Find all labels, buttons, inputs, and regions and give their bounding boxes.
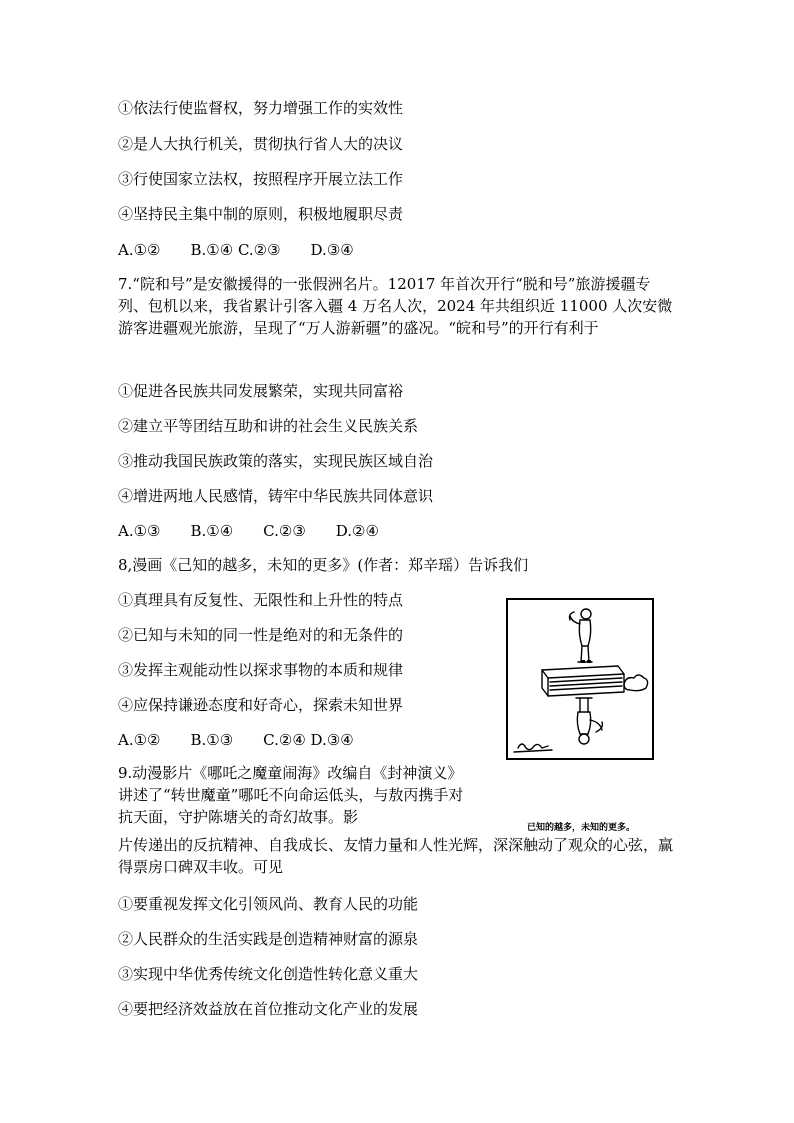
q9-stem-part2: 片传递出的反抗精神、自我成长、友情力量和人性光辉，深深触动了观众的心弦，赢得票房口碑双丰收。可见 [118,836,674,876]
q6-option-1: ①依法行使监督权，努力增强工作的实效性 [118,99,404,117]
q8-option-4: ④应保持谦逊态度和好奇心，探索未知世界 [118,696,404,714]
q8-stem: 8,漫画《己知的越多，未知的更多》(作者：郑辛瑶）告诉我们 [118,556,529,574]
q9-stem-part1: 9.动漫影片《哪吒之魔童闹海》改编自《封神演义》 讲述了“转世魔童”哪吒不向命运低头，与敖丙携手对抗天面，守护陈塘关的奇幻故事。影 [118,764,464,826]
q7-option-3: ③推动我国民族政策的落实，实现民族区域自治 [118,452,434,470]
q9-option-1: ①要重视发挥文化引领风尚、教育人民的功能 [118,895,419,913]
q7-option-1: ①促进各民族共同发展繁荣，实现共同富裕 [118,382,404,400]
q9-option-3: ③实现中华优秀传统文化创造性转化意义重大 [118,965,419,983]
cartoon-caption: 已知的越多，未知的更多。 [526,823,635,833]
q9-option-4: ④要把经济效益放在首位推动文化产业的发展 [118,1000,419,1018]
q8-option-3: ③发挥主观能动性以探求事物的本质和规律 [118,661,404,679]
q7-option-4: ④增进两地人民感情，铸牢中华民族共同体意识 [118,487,434,505]
q6-option-4: ④坚持民主集中制的原则，积极地履职尽责 [118,205,404,223]
q9-option-2: ②人民群众的生活实践是创造精神财富的源泉 [118,930,419,948]
q8-answer-choices: A.①② B.①③ C.②④ D.③④ [118,731,354,749]
cartoon-image [506,598,654,760]
q7-option-2: ②建立平等团结互助和讲的社会生义民族关系 [118,417,419,435]
q6-option-2: ②是人大执行机关，贯彻执行省人大的决议 [118,135,404,153]
q6-answer-choices: A.①② B.①④ C.②③ D.③④ [118,241,354,259]
cartoon-drawing [508,600,652,758]
q7-stem: 7.“院和号”是安徽援得的一张假洲名片。12017 年首次开行“脱和号”旅游援疆专列、包机以来，我省累计引客入疆 4 万名人次，2024 年共组织近 11000 人次安微游客进疆观光旅游，呈现了“万人游新疆”的盛况。“皖和号”的开行有利于 [118,275,673,337]
q7-answer-choices: A.①③ B.①④ C.②③ D.②④ [118,522,379,540]
q6-option-3: ③行使国家立法权，按照程序开展立法工作 [118,170,404,188]
q8-option-2: ②已知与未知的同一性是绝对的和无条件的 [118,626,404,644]
q8-option-1: ①真理具有反复性、无限性和上升性的特点 [118,591,404,609]
